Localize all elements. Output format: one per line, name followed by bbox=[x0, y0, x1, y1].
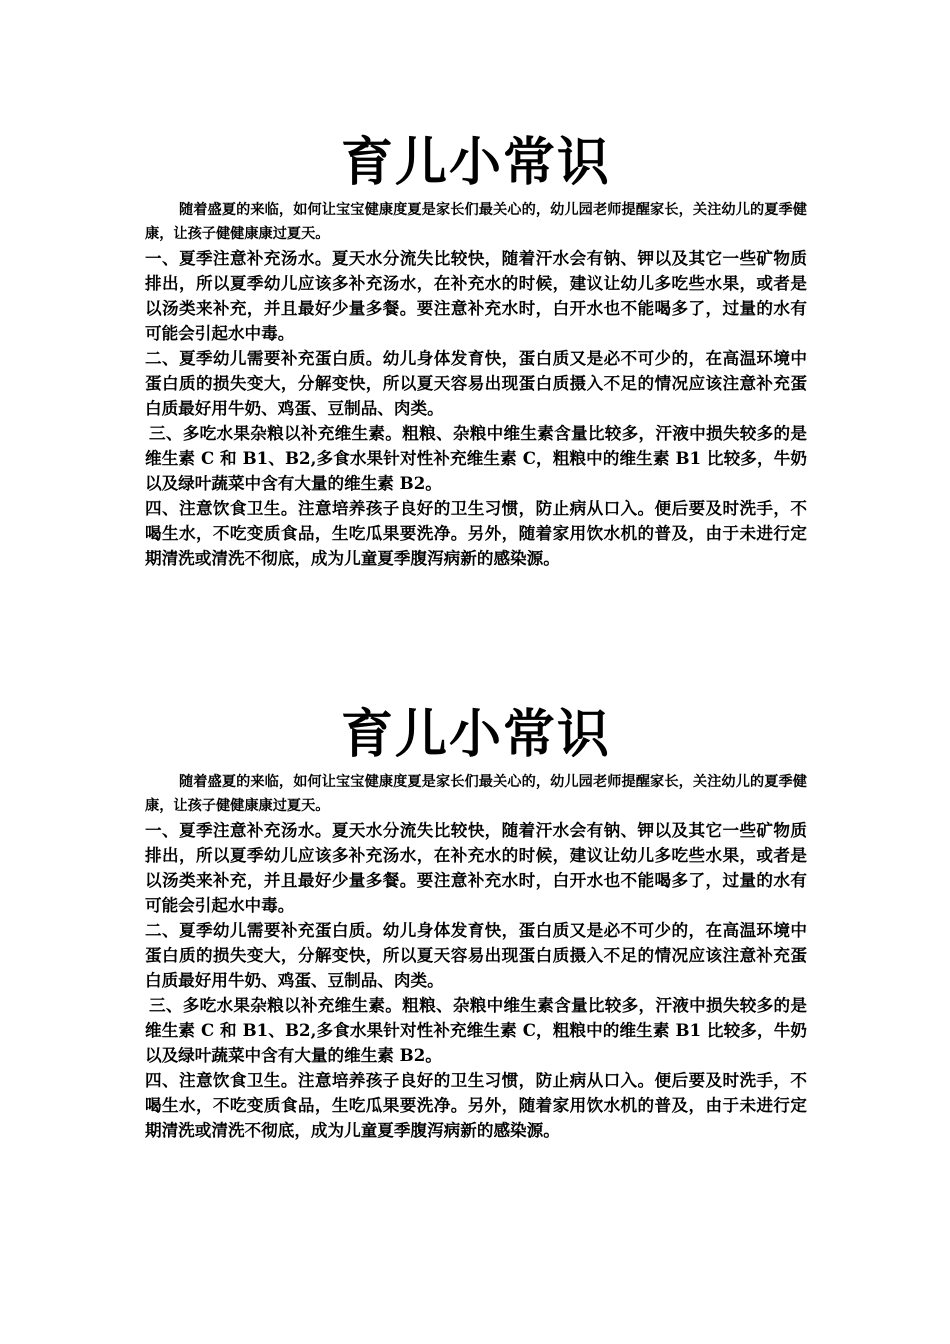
point-4-paragraph: 四、注意饮食卫生。注意培养孩子良好的卫生习惯，防止病从口入。便后要及时洗手，不喝生水，不吃变质食品，生吃瓜果要洗净。另外，随着家用饮水机的普及，由于未进行定期清洗或清洗不彻底，成为儿童夏季腹泻病新的感染源。 bbox=[145, 1070, 807, 1140]
point-2-paragraph: 二、夏季幼儿需要补充蛋白质。幼儿身体发育快，蛋白质又是必不可少的，在高温环境中蛋白质的损失变大，分解变快，所以夏天容易出现蛋白质摄入不足的情况应该注意补充蛋白质最好用牛奶、鸡蛋、豆制品、肉类。 bbox=[145, 920, 807, 990]
point-2-paragraph: 二、夏季幼儿需要补充蛋白质。幼儿身体发育快，蛋白质又是必不可少的，在高温环境中蛋白质的损失变大，分解变快，所以夏天容易出现蛋白质摄入不足的情况应该注意补充蛋白质最好用牛奶、鸡蛋、豆制品、肉类。 bbox=[145, 348, 807, 418]
point-3-paragraph: 三、多吃水果杂粮以补充维生素。粗粮、杂粮中维生素含量比较多，汗液中损失较多的是维生素 C 和 B1、B2,多食水果针对性补充维生素 C，粗粮中的维生素 B1 比较多，牛奶以及绿叶蔬菜中含有大量的维生素 B2。 bbox=[145, 423, 807, 493]
document-title: 育儿小常识 bbox=[340, 704, 611, 765]
point-1-paragraph: 一、夏季注意补充汤水。夏天水分流失比较快，随着汗水会有钠、钾以及其它一些矿物质排出，所以夏季幼儿应该多补充汤水，在补充水的时候，建议让幼儿多吃些水果，或者是以汤类来补充，并且最好少量多餐。要注意补充水时，白开水也不能喝多了，过量的水有可能会引起水中毒。 bbox=[145, 820, 807, 915]
intro-paragraph: 随着盛夏的来临，如何让宝宝健康度夏是家长们最关心的，幼儿园老师提醒家长，关注幼儿的夏季健康，让孩子健健康康过夏天。 bbox=[145, 202, 807, 242]
intro-paragraph: 随着盛夏的来临，如何让宝宝健康度夏是家长们最关心的，幼儿园老师提醒家长，关注幼儿的夏季健康，让孩子健健康康过夏天。 bbox=[145, 774, 807, 814]
point-4-paragraph: 四、注意饮食卫生。注意培养孩子良好的卫生习惯，防止病从口入。便后要及时洗手，不喝生水，不吃变质食品，生吃瓜果要洗净。另外，随着家用饮水机的普及，由于未进行定期清洗或清洗不彻底，成为儿童夏季腹泻病新的感染源。 bbox=[145, 498, 807, 568]
article-section-2 bbox=[145, 700, 807, 1143]
document-title: 育儿小常识 bbox=[340, 132, 611, 193]
point-3-paragraph: 三、多吃水果杂粮以补充维生素。粗粮、杂粮中维生素含量比较多，汗液中损失较多的是维生素 C 和 B1、B2,多食水果针对性补充维生素 C，粗粮中的维生素 B1 比较多，牛奶以及绿叶蔬菜中含有大量的维生素 B2。 bbox=[145, 995, 807, 1065]
article-section-1 bbox=[145, 128, 807, 571]
point-1-paragraph: 一、夏季注意补充汤水。夏天水分流失比较快，随着汗水会有钠、钾以及其它一些矿物质排出，所以夏季幼儿应该多补充汤水，在补充水的时候，建议让幼儿多吃些水果，或者是以汤类来补充，并且最好少量多餐。要注意补充水时，白开水也不能喝多了，过量的水有可能会引起水中毒。 bbox=[145, 248, 807, 343]
